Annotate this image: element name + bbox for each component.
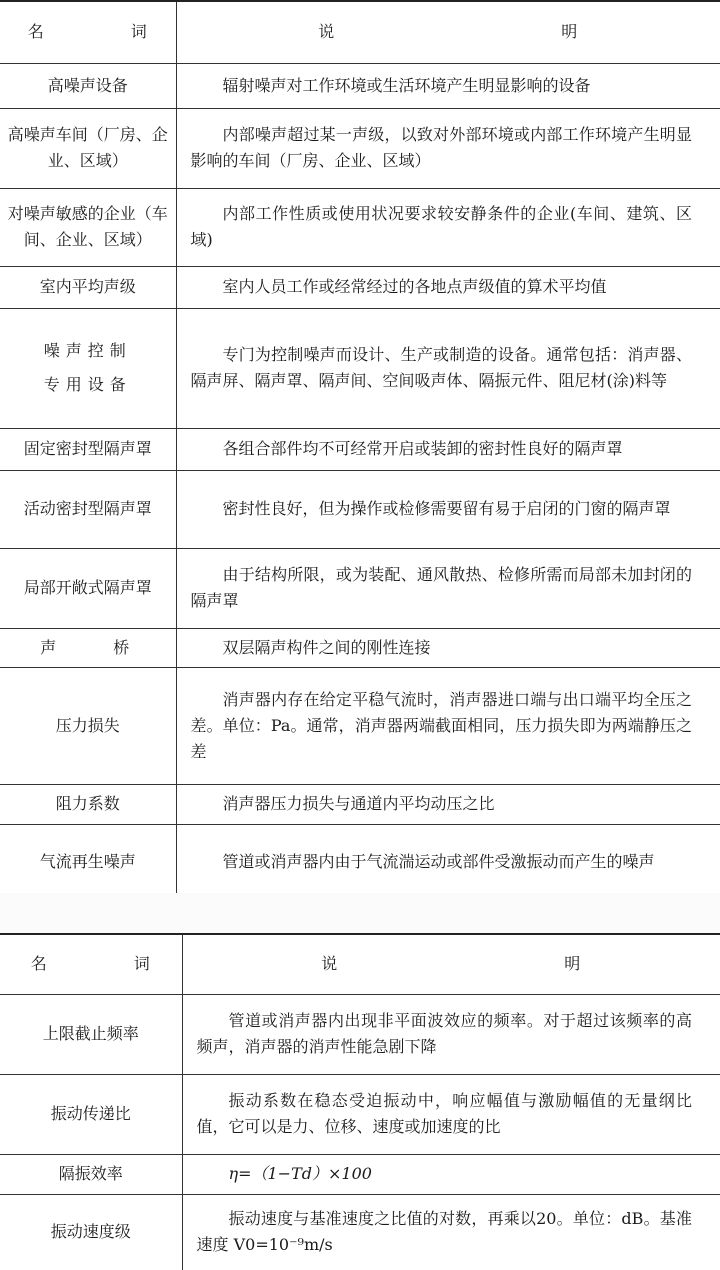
row-term: 活动密封型隔声罩	[0, 470, 176, 548]
row-term: 隔振效率	[0, 1154, 182, 1194]
row-term: 固定密封型隔声罩	[0, 428, 176, 470]
header-desc: 说 明	[321, 954, 582, 974]
table-row	[0, 108, 720, 188]
row-term: 噪声控制专用设备	[0, 308, 176, 428]
row-desc: 振动系数在稳态受迫振动中，响应幅值与激励幅值的无量纲比值，它可以是力、位移、速度或加速度的比	[182, 1074, 720, 1154]
table-header	[0, 1, 720, 63]
table-row	[0, 667, 720, 784]
row-desc: 室内人员工作或经常经过的各地点声级值的算术平均值	[176, 266, 720, 308]
table-row	[0, 784, 720, 824]
row-desc: 振动速度与基准速度之比值的对数，再乘以20。单位：dB。基准速度 V0=10⁻⁹m/s	[196, 1209, 692, 1255]
row-term: 局部开敞式隔声罩	[0, 548, 176, 628]
row-term: 声 桥	[0, 628, 176, 667]
table-row	[0, 1154, 720, 1194]
table-separator	[0, 893, 720, 933]
table-row	[0, 548, 720, 628]
table-row	[0, 308, 720, 428]
row-desc: 各组合部件均不可经常开启或装卸的密封性良好的隔声罩	[176, 428, 720, 470]
row-desc: 消声器内存在给定平稳气流时，消声器进口端与出口端平均全压之差。单位：Pa。通常，消声器两端截面相同，压力损失即为两端静压之差	[176, 667, 720, 784]
header-term: 名 词	[27, 22, 148, 42]
terms-table-2	[0, 933, 720, 1270]
row-desc: η=（1−Td）×100	[182, 1154, 720, 1194]
table-row	[0, 63, 720, 108]
table-row	[0, 628, 720, 667]
row-desc: 内部噪声超过某一声级，以致对外部环境或内部工作环境产生明显影响的车间（厂房、企业、区域）	[176, 108, 720, 188]
row-desc: 内部工作性质或使用状况要求较安静条件的企业(车间、建筑、区域)	[176, 188, 720, 266]
row-desc: 双层隔声构件之间的刚性连接	[176, 628, 720, 667]
row-desc: 管道或消声器内由于气流湍运动或部件受激振动而产生的噪声	[176, 824, 720, 900]
table-row	[0, 188, 720, 266]
row-term: 上限截止频率	[0, 994, 182, 1074]
row-desc: 密封性良好，但为操作或检修需要留有易于启闭的门窗的隔声罩	[176, 470, 720, 548]
table-row	[0, 428, 720, 470]
table-row	[0, 1074, 720, 1154]
table-row	[0, 470, 720, 548]
table-row	[0, 1194, 720, 1270]
row-term: 室内平均声级	[0, 266, 176, 308]
row-desc: 管道或消声器内出现非平面波效应的频率。对于超过该频率的高频声，消声器的消声性能急剧下降	[182, 994, 720, 1074]
table-row	[0, 266, 720, 308]
table-row	[0, 994, 720, 1074]
row-term: 高噪声车间（厂房、企业、区域）	[0, 108, 176, 188]
header-term: 名 词	[30, 954, 151, 974]
row-term: 振动速度级	[0, 1194, 182, 1270]
row-term: 阻力系数	[0, 784, 176, 824]
row-term: 振动传递比	[0, 1074, 182, 1154]
row-desc: 辐射噪声对工作环境或生活环境产生明显影响的设备	[176, 63, 720, 108]
header-desc: 说 明	[318, 22, 579, 42]
table-header	[0, 934, 720, 994]
row-desc: 由于结构所限，或为装配、通风散热、检修所需而局部未加封闭的隔声罩	[176, 548, 720, 628]
table-row	[0, 824, 720, 900]
row-desc: 专门为控制噪声而设计、生产或制造的设备。通常包括：消声器、隔声屏、隔声罩、隔声间、空间吸声体、隔振元件、阻尼材(涂)料等	[176, 308, 720, 428]
row-term: 气流再生噪声	[0, 824, 176, 900]
row-term: 对噪声敏感的企业（车间、企业、区域）	[0, 188, 176, 266]
row-term: 压力损失	[0, 667, 176, 784]
row-term: 高噪声设备	[0, 63, 176, 108]
row-desc: 消声器压力损失与通道内平均动压之比	[176, 784, 720, 824]
